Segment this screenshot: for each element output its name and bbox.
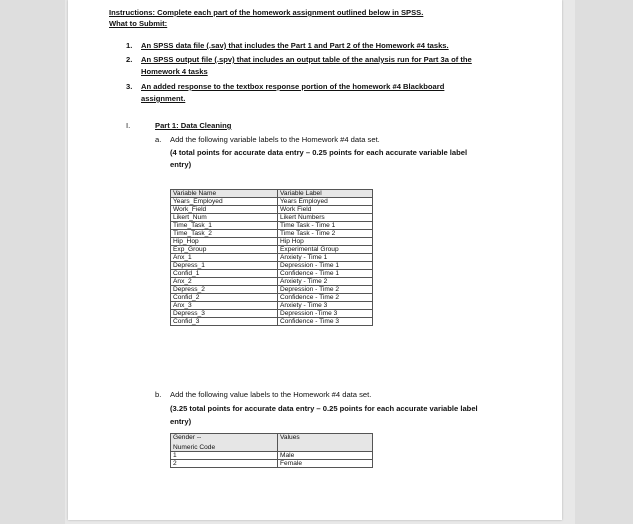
table-row	[171, 278, 373, 286]
column-header-line: Gender --	[173, 434, 202, 441]
variable-label-cell: Work Field	[278, 206, 373, 214]
variable-label-cell: Confidence - Time 3	[278, 318, 373, 326]
variable-name-cell: Anx_3	[171, 302, 278, 310]
variable-label-cell: Anxiety - Time 2	[278, 278, 373, 286]
variable-label-cell: Time Task - Time 2	[278, 230, 373, 238]
variable-label-cell: Years Employed	[278, 198, 373, 206]
table-row	[171, 286, 373, 294]
table-row	[171, 262, 373, 270]
document-page	[68, 0, 562, 520]
variable-label-cell: Likert Numbers	[278, 214, 373, 222]
variable-name-cell: Hip_Hop	[171, 238, 278, 246]
value-label-cell: Female	[278, 460, 373, 468]
table-row	[171, 318, 373, 326]
variable-label-cell: Experimental Group	[278, 246, 373, 254]
variable-label-cell: Depression - Time 2	[278, 286, 373, 294]
variable-name-cell: Likert_Num	[171, 214, 278, 222]
table-row	[171, 254, 373, 262]
numeric-code-cell: 1	[171, 452, 278, 460]
part1-a-label: a.	[155, 135, 162, 144]
value-label-cell: Male	[278, 452, 373, 460]
variable-name-cell: Years_Employed	[171, 198, 278, 206]
table-row	[171, 452, 373, 460]
table-row	[171, 206, 373, 214]
variable-label-cell: Hip Hop	[278, 238, 373, 246]
submit-item-text: An SPSS data file (.sav) that includes the Part 1 and Part 2 of the Homework #4 tasks.	[141, 41, 449, 50]
table-row	[171, 310, 373, 318]
variable-label-cell: Depression -Time 3	[278, 310, 373, 318]
part1-a-text: Add the following variable labels to the Homework #4 data set.	[170, 135, 380, 144]
part1-a-points-cont: entry)	[170, 160, 192, 169]
column-header: Values	[278, 434, 373, 452]
variable-name-cell: Time_Task_1	[171, 222, 278, 230]
table-row	[171, 246, 373, 254]
submit-item-number: 2.	[126, 55, 133, 64]
variable-name-cell: Time_Task_2	[171, 230, 278, 238]
table-header-row	[171, 190, 373, 198]
variable-name-cell: Confid_3	[171, 318, 278, 326]
part1-b-points-cont: entry)	[170, 417, 192, 426]
submit-item-text: Homework 4 tasks	[141, 67, 208, 76]
variable-name-cell: Confid_2	[171, 294, 278, 302]
variable-name-cell: Confid_1	[171, 270, 278, 278]
what-to-submit-heading: What to Submit:	[109, 19, 168, 28]
table-row	[171, 270, 373, 278]
value-label-table	[170, 433, 373, 468]
part1-title: Part 1: Data Cleaning	[155, 121, 232, 130]
right-margin	[575, 0, 633, 524]
part1-b-points: (3.25 total points for accurate data entry – 0.25 points for each accurate variable label	[170, 404, 478, 413]
table-row	[171, 460, 373, 468]
variable-name-cell: Depress_1	[171, 262, 278, 270]
submit-item-text: An SPSS output file (.spv) that includes an output table of the analysis run for Part 3a of the	[141, 55, 472, 64]
table-header-row	[171, 434, 373, 452]
instructions-heading: Instructions: Complete each part of the homework assignment outlined below in SPSS.	[109, 8, 424, 17]
variable-label-cell: Time Task - Time 1	[278, 222, 373, 230]
variable-label-table	[170, 189, 373, 326]
column-header: Variable Name	[171, 190, 278, 198]
submit-item-text: assignment.	[141, 94, 186, 103]
variable-name-cell: Work_Field	[171, 206, 278, 214]
part-roman-numeral: I.	[126, 121, 131, 130]
variable-label-cell: Confidence - Time 2	[278, 294, 373, 302]
variable-name-cell: Exp_Group	[171, 246, 278, 254]
left-margin	[0, 0, 65, 524]
table-row	[171, 214, 373, 222]
part1-b-label: b.	[155, 390, 162, 399]
variable-name-cell: Depress_3	[171, 310, 278, 318]
submit-item-text: An added response to the textbox response portion of the homework #4 Blackboard	[141, 82, 445, 91]
variable-label-cell: Confidence - Time 1	[278, 270, 373, 278]
variable-label-cell: Anxiety - Time 1	[278, 254, 373, 262]
variable-name-cell: Anx_1	[171, 254, 278, 262]
table-row	[171, 294, 373, 302]
variable-label-cell: Anxiety - Time 3	[278, 302, 373, 310]
table-row	[171, 302, 373, 310]
column-header	[171, 434, 278, 452]
part1-a-points: (4 total points for accurate data entry – 0.25 points for each accurate variable label	[170, 148, 468, 157]
table-row	[171, 198, 373, 206]
table-row	[171, 238, 373, 246]
submit-item-number: 1.	[126, 41, 133, 50]
variable-name-cell: Anx_2	[171, 278, 278, 286]
column-header: Variable Label	[278, 190, 373, 198]
variable-label-cell: Depression - Time 1	[278, 262, 373, 270]
column-header-line: Numeric Code	[173, 444, 216, 451]
part1-b-text: Add the following value labels to the Homework #4 data set.	[170, 390, 372, 399]
variable-name-cell: Depress_2	[171, 286, 278, 294]
numeric-code-cell: 2	[171, 460, 278, 468]
table-row	[171, 222, 373, 230]
table-row	[171, 230, 373, 238]
submit-item-number: 3.	[126, 82, 133, 91]
